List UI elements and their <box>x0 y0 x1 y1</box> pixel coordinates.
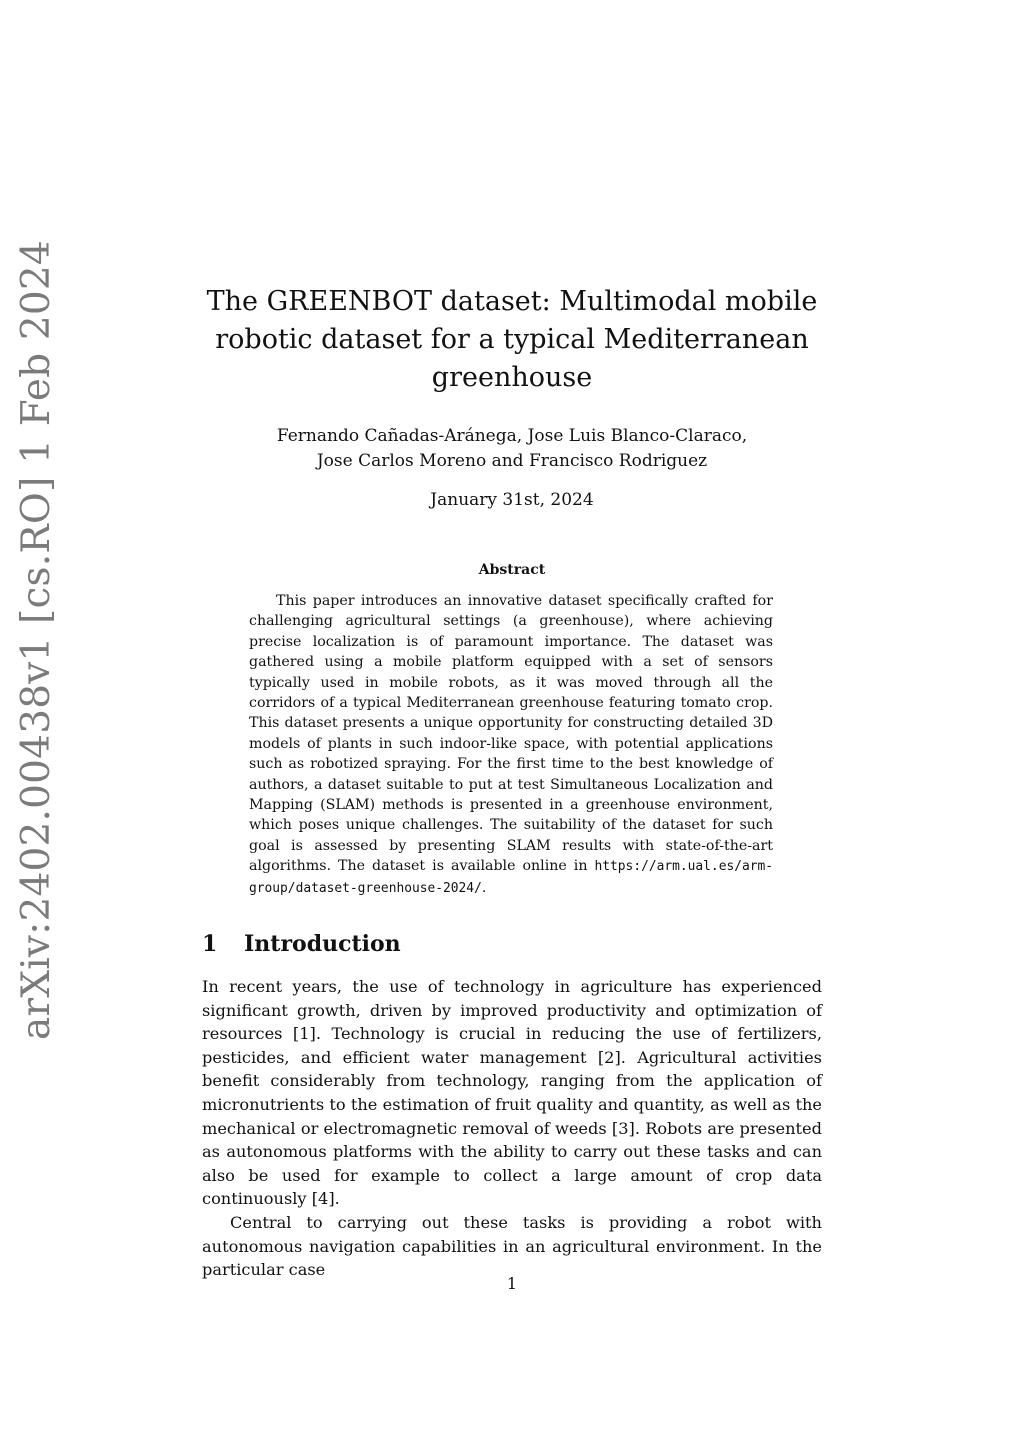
publication-date: January 31st, 2024 <box>430 490 594 510</box>
intro-paragraph-1: In recent years, the use of technology in agriculture has experienced significant growth, driven by improved productivity and optimization of resources [1]. Technology is crucial in reducing the use of fertilizers, pesticides, and efficient water management [2]. Agricultural activities benefit considerably from technology, ranging from the application of micronutrients to the estimation of fruit quality and quantity, as well as the mechanical or electromagnetic removal of weeds [3]. Robots are presented as autonomous platforms with the ability to carry out these tasks and can also be used for example to collect a large amount of crop data continuously [4]. <box>202 977 822 1209</box>
introduction-body <box>202 975 822 1282</box>
author-list <box>200 424 824 474</box>
dataset-url-link[interactable]: https://arm.ual.es/arm-group/dataset-greenhouse-2024/ <box>249 859 774 896</box>
abstract-body <box>249 591 773 899</box>
intro-paragraph-2: Central to carrying out these tasks is providing a robot with autonomous navigation capabilities in an agricultural environment. In the particular case <box>202 1212 822 1280</box>
section-title: Introduction <box>244 931 401 957</box>
section-number: 1 <box>202 931 218 957</box>
arxiv-identifier-stamp: arXiv:2402.00438v1 [cs.RO] 1 Feb 2024 <box>14 240 59 1040</box>
abstract-heading: Abstract <box>478 562 546 578</box>
authors-line-2: Jose Carlos Moreno and Francisco Rodriguez <box>316 451 708 471</box>
paper-title: The GREENBOT dataset: Multimodal mobile robotic dataset for a typical Mediterranean greenhouse <box>206 286 818 393</box>
page-number: 1 <box>506 1274 518 1293</box>
section-heading-introduction <box>202 928 822 960</box>
authors-line-1: Fernando Cañadas-Aránega, Jose Luis Blanco-Claraco, <box>276 426 748 446</box>
abstract-url-period: . <box>481 879 487 896</box>
abstract-text: This paper introduces an innovative dataset specifically crafted for challenging agricultural settings (a greenhouse), where achieving precise localization is of paramount importance. The dataset was gathered using a mobile platform equipped with a set of sensors typically used in mobile robots, as it was moved through all the corridors of a typical Mediterranean greenhouse featuring tomato crop. This dataset presents a unique opportunity for constructing detailed 3D models of plants in such indoor-like space, with potential applications such as robotized spraying. For the first time to the best knowledge of authors, a dataset suitable to put at test Simultaneous Localization and Mapping (SLAM) methods is presented in a greenhouse environment, which poses unique challenges. The suitability of the dataset for such goal is assessed by presenting SLAM results with state-of-the-art algorithms. The dataset is available online in <box>249 593 773 875</box>
